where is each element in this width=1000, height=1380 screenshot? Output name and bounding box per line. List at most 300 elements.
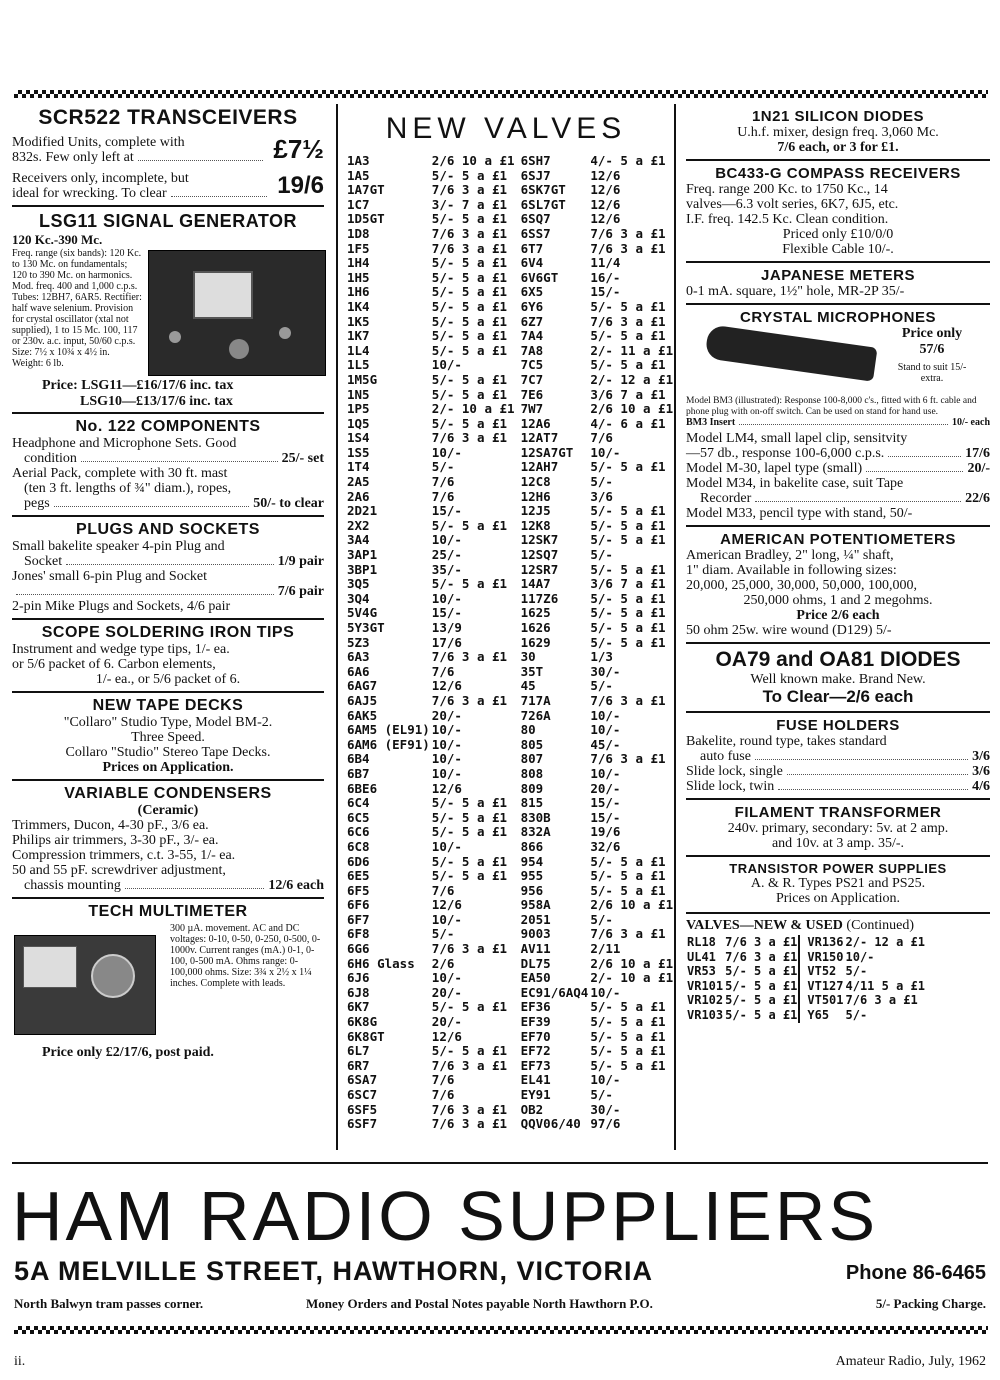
valve-price: 7/6 3 a £1: [590, 692, 666, 708]
valve-type: 1D8: [347, 225, 370, 241]
valve-price: 15/-: [590, 795, 621, 811]
mics-text: Model M33, pencil type with stand, 50/-: [686, 506, 913, 521]
plugs-body: [12, 539, 324, 614]
valve-row: [520, 1059, 675, 1074]
valve-type: 30: [520, 649, 536, 665]
valve-type: Y65: [807, 1007, 830, 1022]
valve-row: [520, 1103, 675, 1118]
meters-title: JAPANESE METERS: [761, 267, 915, 284]
valve-price: 7/6 3 a £1: [590, 225, 666, 241]
valve-row: [520, 986, 675, 1001]
valve-price: 10/-: [431, 532, 462, 548]
valve-price: 4/- 6 a £1: [590, 415, 666, 431]
top-checker-border: [14, 90, 988, 98]
valve-type: 1K7: [347, 328, 370, 344]
valve-price: 5/- 5 a £1: [590, 532, 666, 548]
valve-row: [520, 621, 675, 636]
valve-type: 1D5GT: [347, 211, 385, 227]
valve-type: 954: [520, 853, 544, 869]
valve-type: 6K8GT: [347, 1028, 385, 1044]
valve-type: 6V4: [520, 255, 544, 271]
valve-row: [806, 950, 926, 965]
pots-text: 50 ohm 25w. wire wound (D129) 5/-: [686, 623, 892, 638]
valve-type: VR103: [687, 1007, 724, 1022]
valve-row: [346, 271, 516, 286]
valve-row: [346, 460, 516, 475]
pots-text: American Bradley, 2" long, ¼" shaft,: [686, 548, 894, 563]
valve-row: [520, 519, 675, 534]
valve-price: 1/3: [590, 649, 613, 665]
mics-insert-row: [686, 417, 990, 428]
fuse-text: Slide lock, single: [686, 764, 783, 779]
valve-row: [806, 979, 926, 994]
valve-price: 5/- 5 a £1: [431, 284, 508, 300]
valve-row: [520, 752, 675, 767]
valve-type: 6Y6: [520, 298, 544, 314]
bc433-body: [686, 182, 990, 257]
oa79-price: To Clear—2/6 each: [762, 687, 914, 706]
valve-row: [346, 548, 516, 563]
valve-price: 5/- 5 a £1: [590, 298, 666, 314]
valve-type: DL75: [520, 955, 551, 971]
valve-price: 5/- 5 a £1: [431, 371, 508, 387]
varcond-text: Trimmers, Ducon, 4-30 pF., 3/6 ea.: [12, 818, 209, 833]
mics-bm3: Model BM3 (illustrated): Response 100-8,000 c's., fitted with 6 ft. cable and phone plug with on-off switch. Can be used on stand for hand use.: [686, 396, 977, 417]
valve-type: 6AK5: [347, 707, 378, 723]
valve-type: AV11: [520, 941, 551, 957]
valve-type: 1Q5: [347, 415, 370, 431]
valve-price: 2/- 12 a £1: [845, 935, 925, 949]
valve-price: 7/6 3 a £1: [431, 1101, 508, 1117]
valve-price: 12/6: [590, 211, 621, 227]
valve-price: 19/6: [590, 824, 621, 840]
valve-price: 2/- 11 a £1: [590, 342, 674, 358]
valve-type: 3BP1: [347, 561, 378, 577]
valve-row: [346, 694, 516, 709]
bc433-text: Freq. range 200 Kc. to 1750 Kc., 14: [686, 182, 888, 197]
bc433-text: Flexible Cable 10/-.: [782, 242, 894, 257]
valve-price: 5/- 5 a £1: [431, 576, 508, 592]
valve-row: [346, 1088, 516, 1103]
valve-price: 5/- 5 a £1: [590, 1057, 666, 1073]
valve-price: 5/- 5 a £1: [431, 415, 508, 431]
valve-type: 815: [520, 795, 544, 811]
valve-type: 6SA7: [347, 1072, 378, 1088]
valves-continued-note: (Continued): [846, 918, 915, 933]
valve-price: 15/-: [590, 284, 621, 300]
valve-row: [520, 212, 675, 227]
valve-price: 10/-: [431, 911, 462, 927]
valve-price: 7/6 3 a £1: [590, 926, 666, 942]
valve-row: [346, 242, 516, 257]
mics-text: Model LM4, small lapel clip, sensitvity: [686, 431, 908, 446]
valve-price: 5/-: [845, 964, 868, 979]
mics-insert-price: 10/- each: [951, 417, 990, 428]
scope-text: or 5/6 packet of 6. Carbon elements,: [12, 657, 216, 672]
valve-row: [520, 533, 675, 548]
no122-body: [12, 436, 324, 511]
valve-type: 6G6: [347, 941, 370, 957]
valve-price: 5/-: [590, 1087, 613, 1102]
valve-type: 6B4: [347, 751, 370, 767]
valve-type: 1S5: [347, 444, 370, 460]
no122-text: pegs: [24, 496, 50, 511]
right-column: [686, 104, 990, 1023]
bottom-checker-border: [14, 1326, 988, 1334]
valve-type: 3AP1: [347, 547, 378, 563]
scr522-offer-2: [12, 171, 324, 201]
valve-price: 5/- 5 a £1: [431, 809, 508, 825]
bc433-text: I.F. freq. 142.5 Kc. Clean condition.: [686, 212, 889, 227]
valve-row: [520, 1015, 675, 1030]
valve-price: 97/6: [590, 1116, 621, 1132]
valve-type: 6K8G: [347, 1014, 378, 1030]
valve-price: 10/-: [590, 722, 621, 738]
valve-row: [520, 840, 675, 855]
valve-price: 12/6: [431, 897, 462, 913]
valve-price: 5/-: [590, 911, 613, 927]
valve-type: 6Z7: [520, 313, 544, 329]
valve-price: 5/- 5 a £1: [590, 620, 666, 635]
valve-type: 2D21: [347, 503, 378, 519]
scr522-offer-1: [12, 134, 324, 165]
page-number: ii.: [14, 1354, 26, 1369]
pots-text: 20,000, 25,000, 30,000, 50,000, 100,000,: [686, 578, 917, 593]
valve-type: 6SQ7: [520, 211, 551, 227]
valve-price: 7/6 3 a £1: [725, 949, 798, 964]
valve-price: 10/-: [431, 357, 462, 373]
scr522-price-1: £7½: [273, 134, 324, 164]
meters-text: 0-1 mA. square, 1½" hole, MR-2P 35/-: [686, 284, 905, 299]
transistor-title: TRANSISTOR POWER SUPPLIES: [729, 861, 947, 876]
valve-row: [346, 913, 516, 928]
valve-row: [346, 212, 516, 227]
valve-type: 6J6: [347, 970, 370, 986]
valve-price: 45/-: [590, 736, 621, 752]
lsg11-subtitle: 120 Kc.-390 Mc.: [12, 232, 103, 247]
valve-price: 5/-: [431, 459, 455, 475]
valve-price: 7/6: [431, 882, 455, 898]
lsg11-title: LSG11 SIGNAL GENERATOR: [38, 211, 298, 231]
column-divider-left: [336, 104, 338, 1150]
valve-row: [520, 344, 675, 359]
valve-row: [520, 913, 675, 928]
valve-price: 5/- 5 a £1: [725, 964, 798, 979]
valve-type: EL41: [520, 1072, 551, 1088]
footer-note-payment: Money Orders and Postal Notes payable North Hawthorn P.O.: [306, 1296, 653, 1311]
mics-price: 57/6: [919, 342, 945, 357]
valve-type: 3Q4: [347, 590, 370, 606]
valve-row: [346, 300, 516, 315]
valve-type: 1T4: [347, 459, 370, 475]
valve-row: [346, 504, 516, 519]
tape-body: [12, 715, 324, 775]
valve-price: 15/-: [590, 809, 621, 825]
filament-text-2: and 10v. at 3 amp. 35/-.: [771, 836, 905, 851]
valve-price: 20/-: [431, 707, 462, 723]
varcond-text: chassis mounting: [24, 878, 121, 893]
valve-price: 5/- 5 a £1: [590, 853, 666, 869]
valve-row: [346, 752, 516, 767]
valve-row: [520, 606, 675, 621]
valve-row: [806, 935, 926, 950]
valve-row: [346, 358, 516, 373]
valve-row: [346, 942, 516, 957]
valve-type: 80: [520, 722, 536, 738]
valve-type: 6V6GT: [520, 269, 559, 285]
valve-type: 808: [520, 765, 544, 781]
valve-price: 12/6: [431, 678, 462, 694]
valve-price: 5/- 5 a £1: [725, 993, 798, 1008]
valve-price: 30/-: [590, 1101, 621, 1117]
pots-title: AMERICAN POTENTIOMETERS: [720, 531, 956, 548]
left-column: [12, 104, 324, 1061]
valve-price: 10/-: [845, 949, 875, 964]
valve-row: [520, 1000, 675, 1015]
valves-continued-tables: [686, 935, 990, 1023]
valve-row: [520, 329, 675, 344]
valve-row: [346, 796, 516, 811]
valve-type: 12A6: [520, 415, 551, 431]
valve-type: 6BE6: [347, 780, 378, 796]
valve-type: EC91/6AQ4: [520, 984, 589, 1000]
valve-price: 7/6 3 a £1: [845, 993, 918, 1008]
tape-text: "Collaro" Studio Type, Model BM-2.: [63, 715, 273, 730]
valve-type: 809: [520, 780, 544, 796]
valve-type: 12SK7: [520, 532, 559, 548]
valve-row: [520, 183, 675, 198]
transistor-text-1: A. & R. Types PS21 and PS25.: [750, 876, 926, 891]
valve-price: 2/6 10 a £1: [431, 153, 515, 168]
lsg11-block: [12, 248, 324, 408]
valve-price: 5/- 5 a £1: [590, 868, 666, 884]
valve-row: [520, 782, 675, 797]
fuse-text: Slide lock, twin: [686, 779, 775, 794]
valve-row: [520, 300, 675, 315]
valve-row: [686, 964, 799, 979]
valve-price: 7/6 3 a £1: [590, 751, 666, 767]
valve-type: 1C7: [347, 196, 370, 212]
valve-type: 1629: [520, 634, 551, 650]
mics-models: [686, 431, 990, 521]
diodes-title: 1N21 SILICON DIODES: [751, 108, 925, 125]
scr522-text: Modified Units, complete with: [12, 134, 185, 150]
mics-insert: BM3 Insert: [686, 417, 736, 428]
valve-row: [520, 402, 675, 417]
valve-price: 3/6 7 a £1: [590, 386, 666, 402]
valve-price: 7/6 3 a £1: [431, 941, 508, 957]
valve-type: 6F8: [347, 926, 370, 942]
company-address: 5A MELVILLE STREET, HAWTHORN, VICTORIA: [14, 1256, 654, 1286]
tape-title: NEW TAPE DECKS: [92, 697, 244, 714]
valve-row: [520, 942, 675, 957]
tape-text: Prices on Application.: [102, 760, 234, 775]
valve-type: 12AH7: [520, 459, 559, 475]
valve-row: [346, 636, 516, 651]
lsg11-price-a: Price: LSG11—£16/17/6 inc. tax: [42, 378, 234, 393]
plugs-price: 7/6 pair: [277, 584, 324, 599]
scr522-text: Receivers only, incomplete, but: [12, 171, 189, 186]
valve-price: 12/6: [590, 196, 621, 212]
valve-row: [346, 767, 516, 782]
valve-row: [346, 169, 516, 184]
valve-price: 7/6 3 a £1: [725, 935, 798, 949]
valve-price: 5/-: [590, 474, 613, 490]
valve-row: [686, 993, 799, 1008]
valve-type: 12C8: [520, 474, 551, 490]
valve-price: 12/6: [431, 780, 462, 796]
valve-type: EF73: [520, 1057, 551, 1073]
valve-row: [520, 431, 675, 446]
valve-price: 2/- 12 a £1: [590, 371, 674, 387]
valve-row: [520, 855, 675, 870]
valve-table-right: [520, 154, 675, 1132]
valve-price: 2/6 10 a £1: [590, 897, 674, 913]
valve-price: 3/- 7 a £1: [431, 196, 508, 212]
valve-type: 2051: [520, 911, 551, 927]
valve-row: [346, 723, 516, 738]
valve-type: 12H6: [520, 488, 551, 504]
bc433-text: valves—6.3 volt series, 6K7, 6J5, etc.: [686, 197, 899, 212]
valve-type: 7A8: [520, 342, 544, 358]
valve-type: 117Z6: [520, 590, 559, 606]
valve-row: [346, 431, 516, 446]
valve-type: 2X2: [347, 517, 370, 533]
valve-price: 25/-: [431, 547, 462, 563]
valve-price: 17/6: [431, 634, 462, 650]
valves-column: [346, 104, 674, 1132]
valve-price: 5/- 5 a £1: [590, 328, 666, 344]
valve-price: 2/6: [431, 955, 455, 971]
valve-price: 20/-: [431, 1014, 462, 1030]
valve-type: 1625: [520, 605, 551, 621]
valve-type: 6AM5 (EL91): [347, 722, 430, 738]
oa79-title: OA79 and OA81 DIODES: [715, 648, 961, 671]
valve-type: 12K8: [520, 517, 551, 533]
varcond-text: Compression trimmers, c.t. 3-55, 1/- ea.: [12, 848, 236, 863]
valve-row: [806, 993, 926, 1008]
valve-row: [520, 460, 675, 475]
valve-row: [346, 811, 516, 826]
valve-type: 832A: [520, 824, 551, 840]
valve-price: 7/6 3 a £1: [431, 1057, 508, 1073]
mics-price-m30: 20/-: [967, 461, 990, 476]
valve-price: 5/- 5 a £1: [431, 313, 508, 329]
footer-note-tram: North Balwyn tram passes corner.: [14, 1296, 204, 1311]
valve-row: [346, 519, 516, 534]
valve-row: [346, 490, 516, 505]
valve-type: 6B7: [347, 765, 370, 781]
valve-price: 5/- 5 a £1: [590, 1014, 666, 1030]
valve-price: 5/- 5 a £1: [590, 1043, 666, 1059]
no122-text: Aerial Pack, complete with 30 ft. mast: [12, 466, 228, 481]
valve-type: 6C8: [347, 838, 370, 854]
valve-price: 5/- 5 a £1: [590, 999, 666, 1015]
valve-price: 5/- 5 a £1: [431, 328, 508, 344]
valve-row: [520, 475, 675, 490]
valve-row: [346, 840, 516, 855]
fuse-price: 3/6: [972, 749, 990, 764]
valve-price: 12/6: [431, 1028, 462, 1044]
mics-price-m34: 22/6: [965, 491, 990, 506]
valve-row: [346, 329, 516, 344]
valve-type: 6H6 Glass: [347, 955, 415, 971]
valve-type: 6F5: [347, 882, 370, 898]
valve-type: 6T7: [520, 240, 544, 256]
valve-row: [346, 1103, 516, 1118]
valve-row: [520, 665, 675, 680]
valve-price: 20/-: [431, 984, 462, 1000]
valve-type: 6SF5: [347, 1101, 378, 1117]
plugs-text: Socket: [24, 554, 63, 569]
company-name: HAM RADIO SUPPLIERS: [12, 1177, 879, 1255]
valve-row: [346, 1073, 516, 1088]
valve-row: [520, 1044, 675, 1059]
valve-type: 14A7: [520, 576, 551, 592]
valve-row: [520, 256, 675, 271]
valve-price: 3/6 7 a £1: [590, 576, 666, 592]
valve-type: EF39: [520, 1014, 551, 1030]
valve-row: [346, 1015, 516, 1030]
valve-type: 6SC7: [347, 1087, 378, 1102]
valve-type: 6C5: [347, 809, 370, 825]
lsg11-price-b: LSG10—£13/17/6 inc. tax: [80, 394, 233, 409]
valve-row: [520, 446, 675, 461]
valve-row: [520, 811, 675, 826]
valve-price: 5/- 5 a £1: [590, 459, 666, 475]
valve-price: 10/-: [590, 444, 621, 460]
valve-row: [520, 1117, 675, 1132]
valve-type: 1626: [520, 620, 551, 635]
no122-price: 50/- to clear: [253, 496, 324, 511]
valve-price: 5/- 5 a £1: [431, 342, 508, 358]
valve-type: 1S4: [347, 430, 370, 446]
valve-type: 1A5: [347, 167, 370, 183]
valve-price: 3/6: [590, 488, 613, 504]
scope-text: 1/- ea., or 5/6 packet of 6.: [95, 672, 241, 687]
valve-row: [520, 767, 675, 782]
valve-row: [346, 475, 516, 490]
valve-row: [520, 577, 675, 592]
pots-text: Price 2/6 each: [796, 608, 880, 623]
valves-title: NEW VALVES: [385, 112, 627, 145]
no122-text: condition: [24, 451, 77, 466]
valve-type: 6J8: [347, 984, 370, 1000]
pots-text: 1" diam. Available in following sizes:: [686, 563, 897, 578]
valve-row: [520, 198, 675, 213]
valve-row: [346, 665, 516, 680]
valve-type: 1K5: [347, 313, 370, 329]
valve-price: 20/-: [590, 780, 621, 796]
valve-row: [520, 1088, 675, 1103]
valve-price: 10/-: [590, 1072, 621, 1088]
scope-text: Instrument and wedge type tips, 1/- ea.: [12, 642, 230, 657]
valve-price: 7/6 3 a £1: [431, 1116, 508, 1132]
valve-type: EA50: [520, 970, 551, 986]
valve-price: 5/-: [590, 547, 613, 563]
mics-price-label: Price only: [901, 326, 963, 341]
valve-type: 6D6: [347, 853, 370, 869]
valve-row: [346, 373, 516, 388]
fuse-price: 4/6: [972, 779, 990, 794]
bc433-title: BC433-G COMPASS RECEIVERS: [715, 165, 961, 182]
valve-row: [346, 1117, 516, 1132]
valve-price: 5/- 5 a £1: [590, 605, 666, 621]
footer-note-packing: 5/- Packing Charge.: [875, 1296, 986, 1311]
valve-price: 5/- 5 a £1: [590, 503, 666, 519]
valve-price: 10/-: [590, 984, 621, 1000]
valve-type: EF72: [520, 1043, 551, 1059]
